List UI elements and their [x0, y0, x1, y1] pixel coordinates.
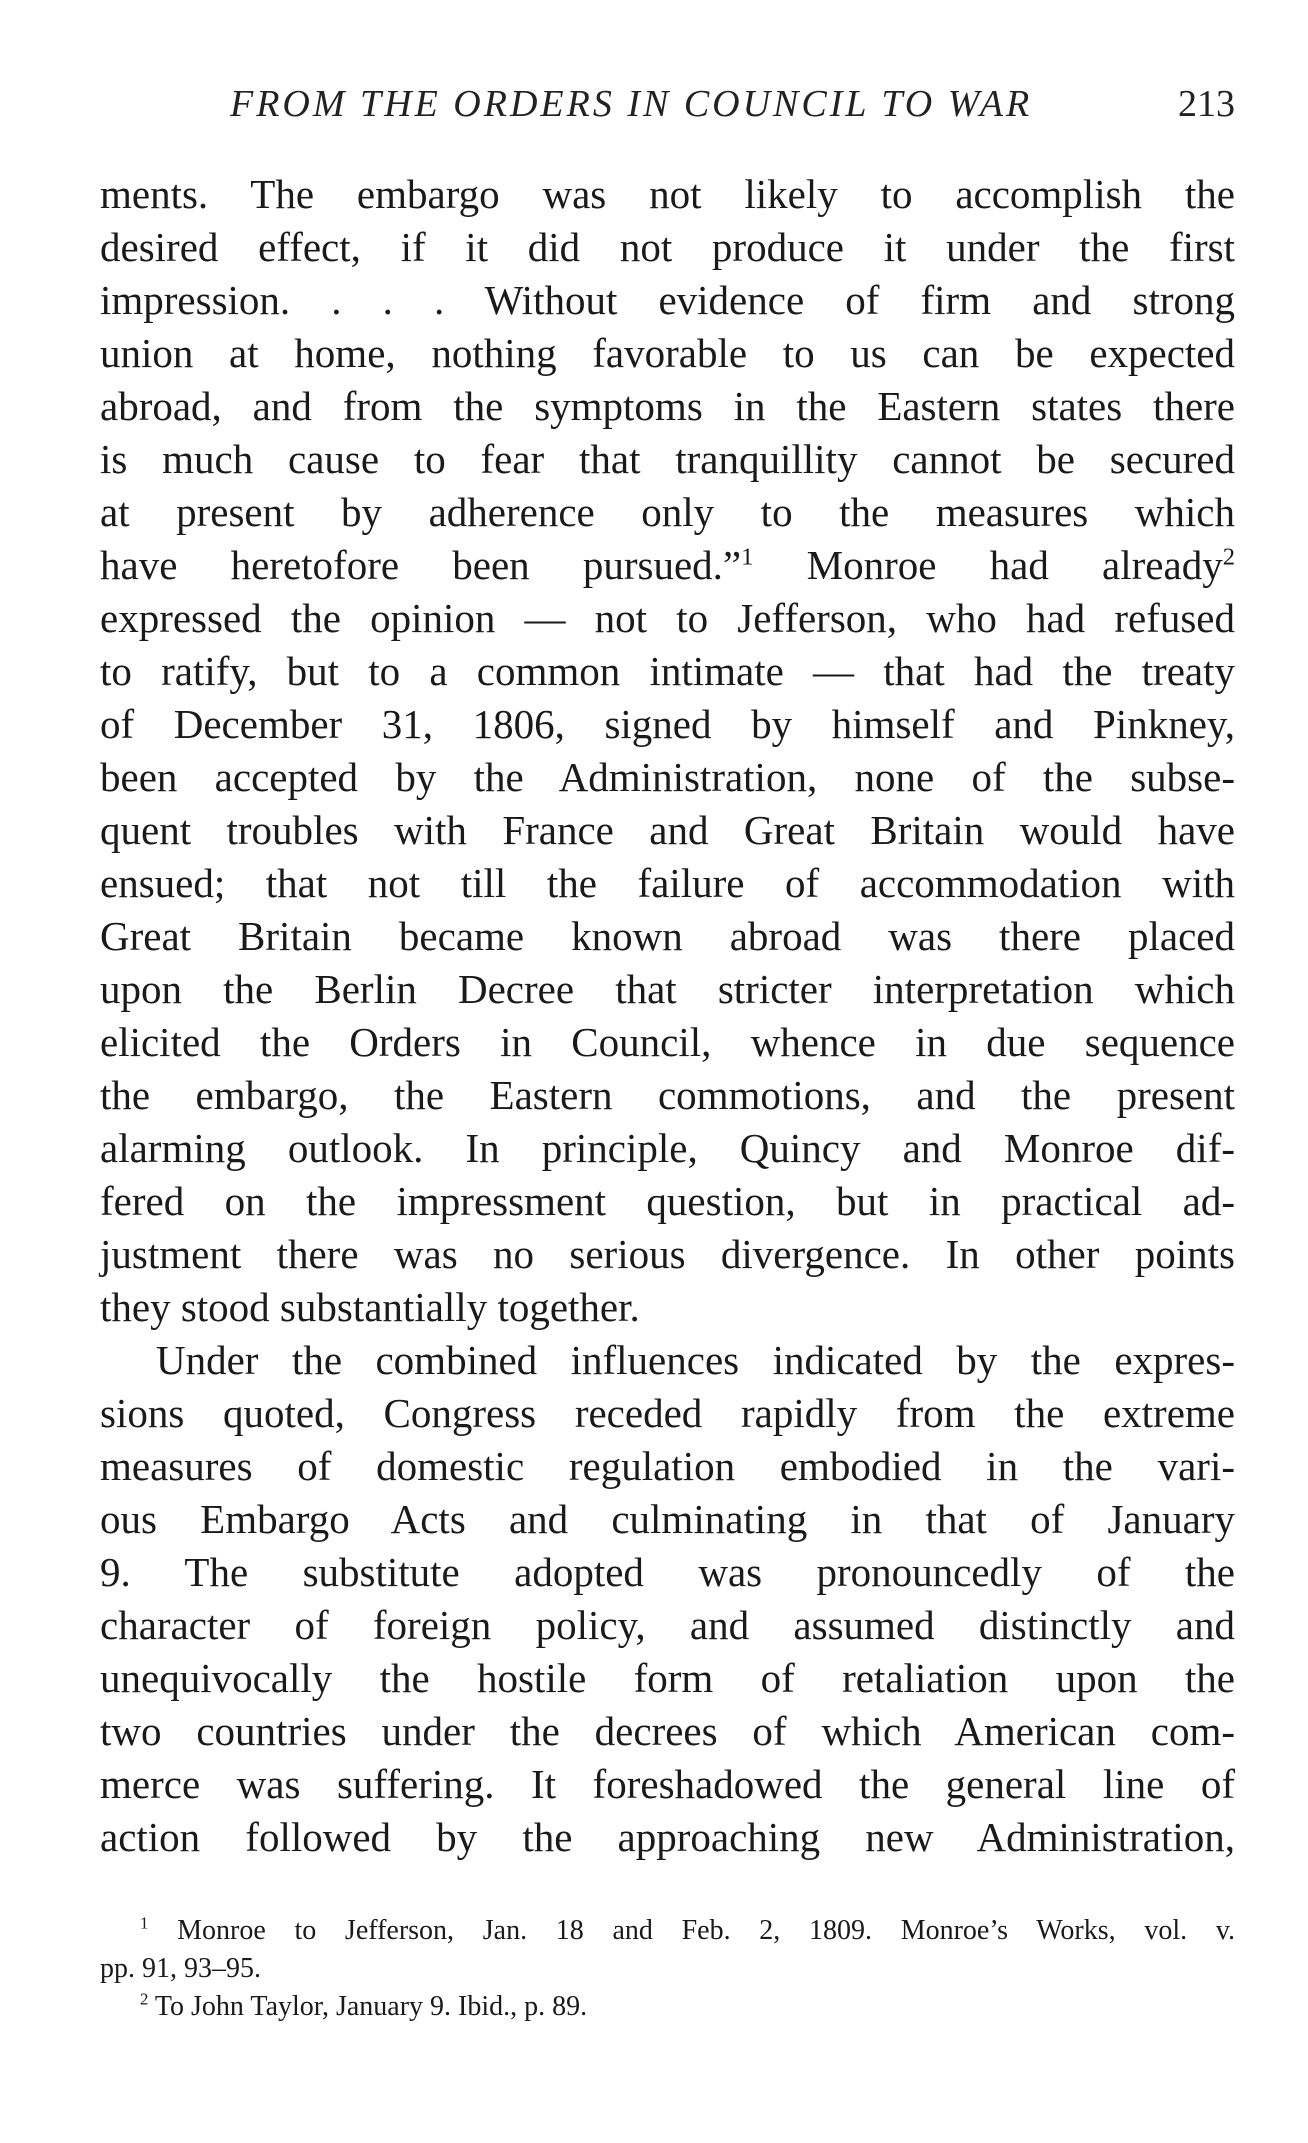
- footnotes: [100, 1912, 1235, 2026]
- footnote-2: [100, 1988, 1235, 2026]
- footnote-1-marker: 1: [140, 1913, 149, 1933]
- footnote-1-continued: pp. 91, 93–95.: [100, 1953, 261, 1984]
- text-line: abroad, and from the symptoms in the Eastern states there: [100, 383, 1235, 429]
- text-line: ensued; that not till the failure of accommodation with: [100, 860, 1235, 906]
- text-line: quent troubles with France and Great Britain would have: [100, 807, 1235, 853]
- text-line: expressed the opinion — not to Jefferson, who had refused: [100, 595, 1235, 641]
- text-line: of December 31, 1806, signed by himself and Pinkney,: [100, 701, 1235, 747]
- text-line: justment there was no serious divergence. In other points: [100, 1231, 1235, 1277]
- text-line: they stood substantially together.: [100, 1284, 640, 1330]
- footnote-1-text: Monroe to Jefferson, Jan. 18 and Feb. 2, 1809. Monroe’s Works, vol. v.: [148, 1915, 1235, 1946]
- text-line: 9. The substitute adopted was pronouncedly of the: [100, 1549, 1235, 1595]
- text-line: alarming outlook. In principle, Quincy and Monroe dif-: [100, 1125, 1235, 1171]
- text-line: two countries under the decrees of which American com-: [100, 1708, 1235, 1754]
- line-text: have heretofore been pursued.”: [100, 542, 742, 588]
- text-line: is much cause to fear that tranquillity cannot be secured: [100, 436, 1235, 482]
- text-line: to ratify, but to a common intimate — that had the treaty: [100, 648, 1235, 694]
- footnote-2-marker: 2: [140, 1989, 149, 2009]
- running-title: FROM THE ORDERS IN COUNCIL TO WAR: [230, 83, 1033, 125]
- text-line: unequivocally the hostile form of retaliation upon the: [100, 1655, 1235, 1701]
- text-line: merce was suffering. It foreshadowed the general line of: [100, 1761, 1235, 1807]
- text-line: ous Embargo Acts and culminating in that of January: [100, 1496, 1235, 1542]
- footnote-2-text: To John Taylor, January 9. Ibid., p. 89.: [148, 1991, 588, 2022]
- text-line: impression. . . . Without evidence of firm and strong: [100, 277, 1235, 323]
- footnote-ref-2[interactable]: 2: [1222, 543, 1235, 571]
- text-line: Great Britain became known abroad was there placed: [100, 913, 1235, 959]
- text-line: union at home, nothing favorable to us can be expected: [100, 330, 1235, 376]
- line-text-continued: Monroe had already: [753, 542, 1223, 588]
- text-line: ments. The embargo was not likely to accomplish the: [100, 171, 1235, 217]
- text-line: at present by adherence only to the measures which: [100, 489, 1235, 535]
- text-line: character of foreign policy, and assumed distinctly and: [100, 1602, 1235, 1648]
- body-text: [100, 168, 1235, 1864]
- text-line: elicited the Orders in Council, whence in due sequence: [100, 1019, 1235, 1065]
- page-number: 213: [1178, 83, 1235, 125]
- text-line: sions quoted, Congress receded rapidly from the extreme: [100, 1390, 1235, 1436]
- text-line: upon the Berlin Decree that stricter interpretation which: [100, 966, 1235, 1012]
- text-line: desired effect, if it did not produce it under the first: [100, 224, 1235, 270]
- text-line: fered on the impressment question, but in practical ad-: [100, 1178, 1235, 1224]
- running-head: [100, 82, 1235, 142]
- text-line: been accepted by the Administration, none of the subse-: [100, 754, 1235, 800]
- footnote-1: [100, 1912, 1235, 1950]
- text-line-with-refs: [100, 539, 1235, 592]
- text-line: the embargo, the Eastern commotions, and the present: [100, 1072, 1235, 1118]
- text-line: measures of domestic regulation embodied in the vari-: [100, 1443, 1235, 1489]
- text-line: action followed by the approaching new Administration,: [100, 1814, 1235, 1860]
- text-line: Under the combined influences indicated by the expres-: [156, 1337, 1235, 1383]
- footnote-ref-1[interactable]: 1: [741, 543, 754, 571]
